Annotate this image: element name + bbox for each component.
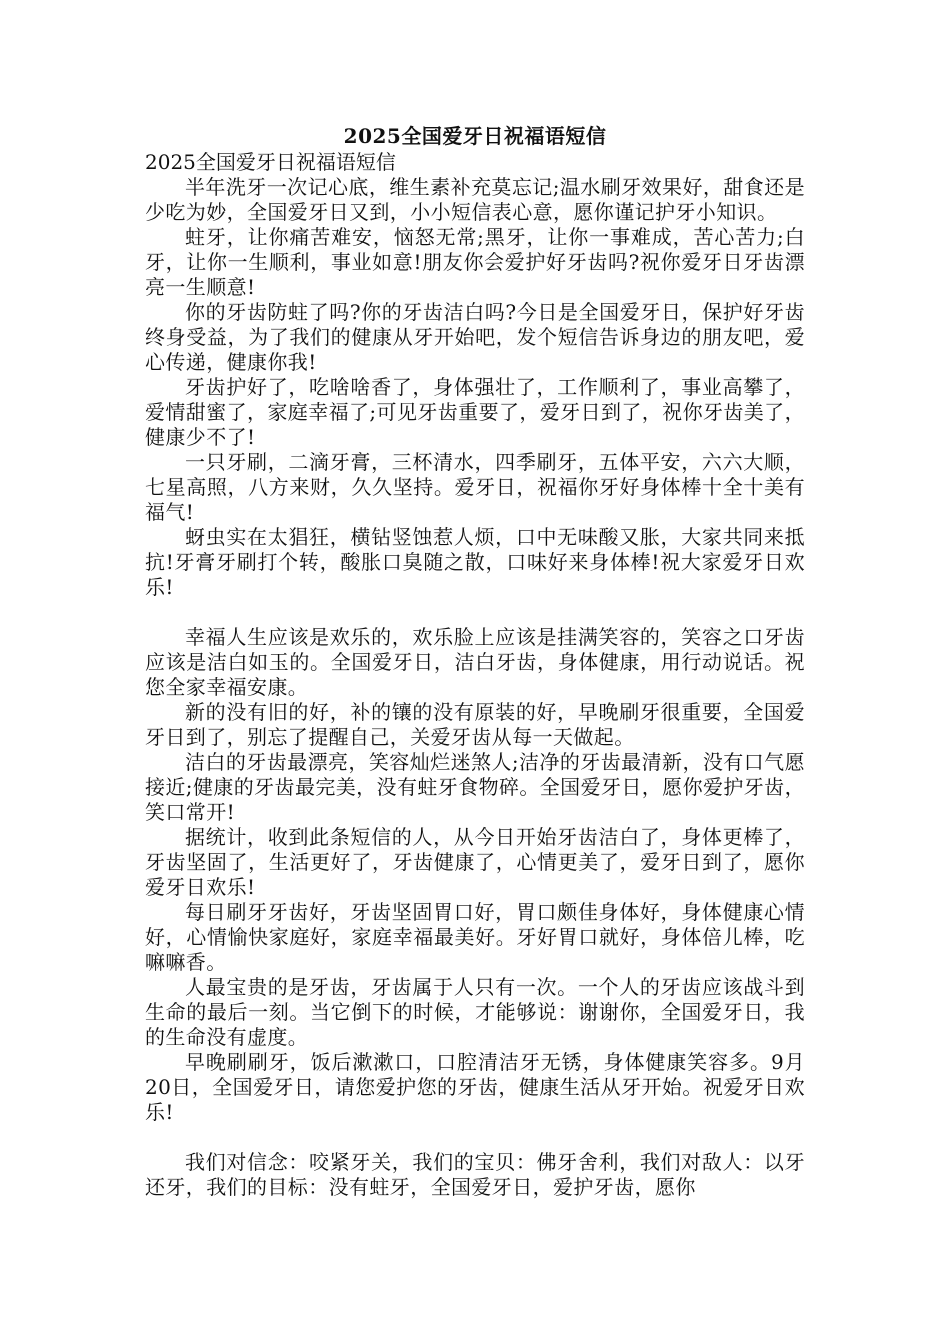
paragraph: 早晚刷刷牙，饭后漱漱口，口腔清洁牙无锈，身体健康笑容多。9月20日，全国爱牙日，请您爱护您的牙齿，健康生活从牙开始。祝爱牙日欢乐!: [145, 1050, 805, 1124]
document-title: 2025全国爱牙日祝福语短信: [343, 124, 607, 148]
paragraph: 蚜虫实在太猖狂，横钻竖蚀惹人烦，口中无味酸又胀，大家共同来抵抗!牙膏牙刷打个转，酸胀口臭随之散，口味好来身体棒!祝大家爱牙日欢乐!: [145, 525, 805, 599]
paragraph: 半年洗牙一次记心底，维生素补充莫忘记;温水刷牙效果好，甜食还是少吃为妙，全国爱牙日又到，小小短信表心意，愿你谨记护牙小知识。: [145, 175, 805, 224]
paragraph: 牙齿护好了，吃啥啥香了，身体强壮了，工作顺利了，事业高攀了，爱情甜蜜了，家庭幸福了;可见牙齿重要了，爱牙日到了，祝你牙齿美了，健康少不了!: [145, 375, 805, 449]
document-body: [145, 122, 805, 1200]
paragraph: 每日刷牙牙齿好，牙齿坚固胃口好，胃口颇佳身体好，身体健康心情好，心情愉快家庭好，家庭幸福最美好。牙好胃口就好，身体倍儿棒，吃嘛嘛香。: [145, 900, 805, 974]
blank-line: [145, 600, 805, 625]
paragraph: 你的牙齿防蛀了吗?你的牙齿洁白吗?今日是全国爱牙日，保护好牙齿终身受益，为了我们的健康从牙开始吧，发个短信告诉身边的朋友吧，爱心传递，健康你我!: [145, 300, 805, 374]
paragraph: 洁白的牙齿最漂亮，笑容灿烂迷煞人;洁净的牙齿最清新，没有口气愿接近;健康的牙齿最完美，没有蛀牙食物碎。全国爱牙日，愿你爱护牙齿，笑口常开!: [145, 750, 805, 824]
document-subtitle: 2025全国爱牙日祝福语短信: [145, 150, 396, 174]
paragraph: 一只牙刷，二滴牙膏，三杯清水，四季刷牙，五体平安，六六大顺，七星高照，八方来财，久久坚持。爱牙日，祝福你牙好身体棒十全十美有福气!: [145, 450, 805, 524]
paragraph: 我们对信念：咬紧牙关，我们的宝贝：佛牙舍利，我们对敌人：以牙还牙，我们的目标：没有蛀牙，全国爱牙日，爱护牙齿，愿你: [145, 1150, 805, 1199]
paragraph: 新的没有旧的好，补的镶的没有原装的好，早晚刷牙很重要，全国爱牙日到了，别忘了提醒自己，关爱牙齿从每一天做起。: [145, 700, 805, 749]
paragraph: 蛀牙，让你痛苦难安，恼怒无常;黑牙，让你一事难成，苦心苦力;白牙，让你一生顺利，事业如意!朋友你会爱护好牙齿吗?祝你爱牙日牙齿漂亮一生顺意!: [145, 225, 805, 299]
paragraph: 人最宝贵的是牙齿，牙齿属于人只有一次。一个人的牙齿应该战斗到生命的最后一刻。当它倒下的时候，才能够说：谢谢你，全国爱牙日，我的生命没有虚度。: [145, 975, 805, 1049]
paragraph: 幸福人生应该是欢乐的，欢乐脸上应该是挂满笑容的，笑容之口牙齿应该是洁白如玉的。全国爱牙日，洁白牙齿，身体健康，用行动说话。祝您全家幸福安康。: [145, 625, 805, 699]
paragraph: 据统计，收到此条短信的人，从今日开始牙齿洁白了，身体更棒了，牙齿坚固了，生活更好了，牙齿健康了，心情更美了，爱牙日到了，愿你爱牙日欢乐!: [145, 825, 805, 899]
blank-line: [145, 1125, 805, 1150]
